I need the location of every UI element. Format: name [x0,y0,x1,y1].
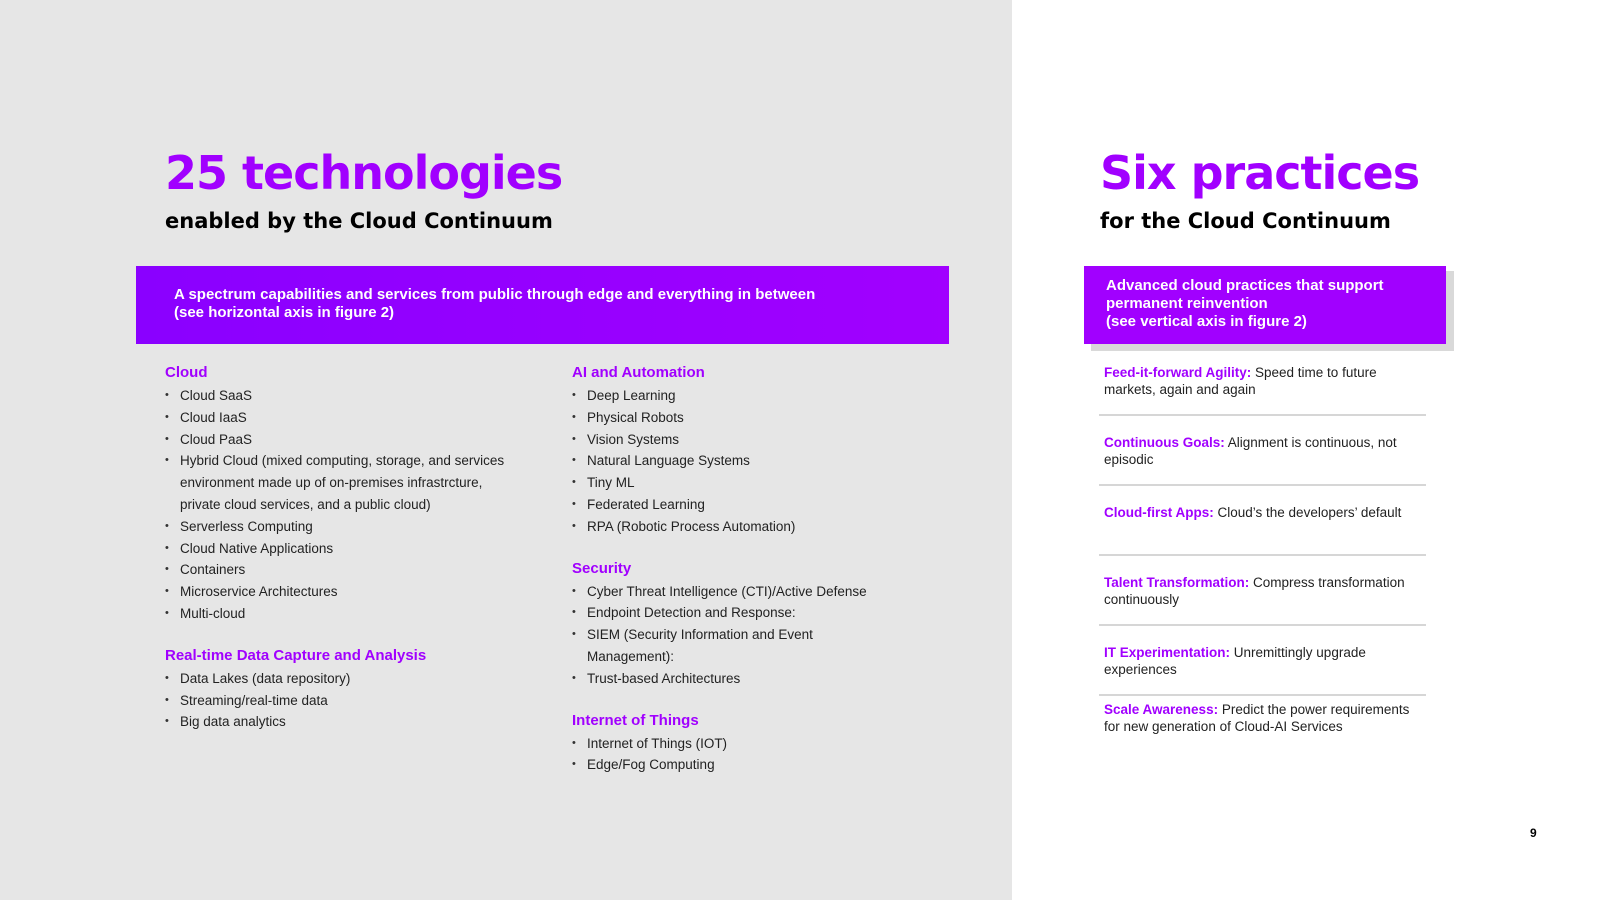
practice-item [1104,504,1424,521]
page-number: 9 [1530,826,1537,840]
practice-title: Scale Awareness: [1104,702,1219,717]
bullet-list [572,385,952,538]
list-item: • Cyber Threat Intelligence (CTI)/Active Defense [572,581,952,603]
divider [1099,484,1426,486]
list-item: • Cloud SaaS [165,385,510,407]
list-item: • Trust-based Architectures [572,668,952,690]
list-item: • Natural Language Systems [572,450,952,472]
list-item: • Tiny ML [572,472,952,494]
list-item: • Multi-cloud [165,603,510,625]
list-item: • Physical Robots [572,407,952,429]
list-item: • Deep Learning [572,385,952,407]
practice-item [1104,644,1424,678]
list-item: • Endpoint Detection and Response: [572,602,952,624]
list-item: • Streaming/real-time data [165,690,510,712]
category-data-capture [165,647,510,733]
practice-item [1104,364,1424,398]
practices-title: Six practices [1100,146,1420,200]
banner-line: permanent reinvention [1106,295,1268,312]
list-item: • Cloud IaaS [165,407,510,429]
banner-line: (see vertical axis in figure 2) [1106,313,1307,330]
list-item: • RPA (Robotic Process Automation) [572,516,952,538]
divider [1099,554,1426,556]
practice-title: Cloud-first Apps: [1104,505,1214,520]
list-item: • Vision Systems [572,429,952,451]
practice-text: Alignment is continuous, not episodic [1104,435,1397,467]
list-item: • Internet of Things (IOT) [572,733,952,755]
practice-text: Cloud’s the developers’ default [1217,505,1402,520]
category-security [572,560,952,690]
bullet-list [165,668,510,733]
list-item: • Hybrid Cloud (mixed computing, storage, and services environment made up of on-premises infrastrcture, private cloud services, and a public cloud) [165,450,510,515]
technologies-title: 25 technologies [165,146,563,200]
category-title: Real-time Data Capture and Analysis [165,646,427,664]
practice-text: Speed time to future markets, again and again [1104,365,1377,397]
list-item: • Edge/Fog Computing [572,754,952,776]
category-ai-automation [572,364,952,538]
banner-line: Advanced cloud practices that support [1106,277,1384,294]
technologies-column-2 [572,364,952,776]
technologies-subtitle: enabled by the Cloud Continuum [165,209,553,233]
list-item: • Cloud Native Applications [165,538,510,560]
bullet-list [572,733,952,777]
practice-text: Compress transformation continuously [1104,575,1405,607]
list-item: • Data Lakes (data repository) [165,668,510,690]
category-title: AI and Automation [572,364,705,381]
practice-item [1104,574,1424,608]
category-title: Internet of Things [572,711,699,729]
practice-title: IT Experimentation: [1104,645,1231,660]
divider [1099,414,1426,416]
practice-text: Unremittingly upgrade experiences [1104,645,1366,677]
list-item: • Federated Learning [572,494,952,516]
divider [1099,624,1426,626]
practices-subtitle: for the Cloud Continuum [1100,209,1391,233]
category-cloud [165,364,510,625]
list-item: • Big data analytics [165,711,510,733]
practice-title: Continuous Goals: [1104,435,1225,450]
list-item: • Containers [165,559,510,581]
list-item: • Cloud PaaS [165,429,510,451]
divider [1099,694,1426,696]
category-title: Cloud [165,364,208,381]
practices-banner [1084,266,1446,344]
bullet-list [165,385,510,625]
banner-line: (see horizontal axis in figure 2) [174,304,395,321]
list-item: • SIEM (Security Information and Event Management): [572,624,952,668]
practice-title: Feed-it-forward Agility: [1104,365,1252,380]
technologies-column-1 [165,364,510,733]
banner-line: A spectrum capabilities and services from public through edge and everything in between [174,286,816,303]
practice-item [1104,701,1424,735]
practice-item [1104,434,1424,468]
list-item: • Microservice Architectures [165,581,510,603]
technologies-banner [136,266,949,344]
bullet-list [572,581,952,690]
category-iot [572,712,952,777]
category-title: Security [572,559,632,577]
list-item: • Serverless Computing [165,516,510,538]
practice-text: Predict the power requirements for new generation of Cloud-AI Services [1104,702,1410,734]
practice-title: Talent Transformation: [1104,575,1250,590]
